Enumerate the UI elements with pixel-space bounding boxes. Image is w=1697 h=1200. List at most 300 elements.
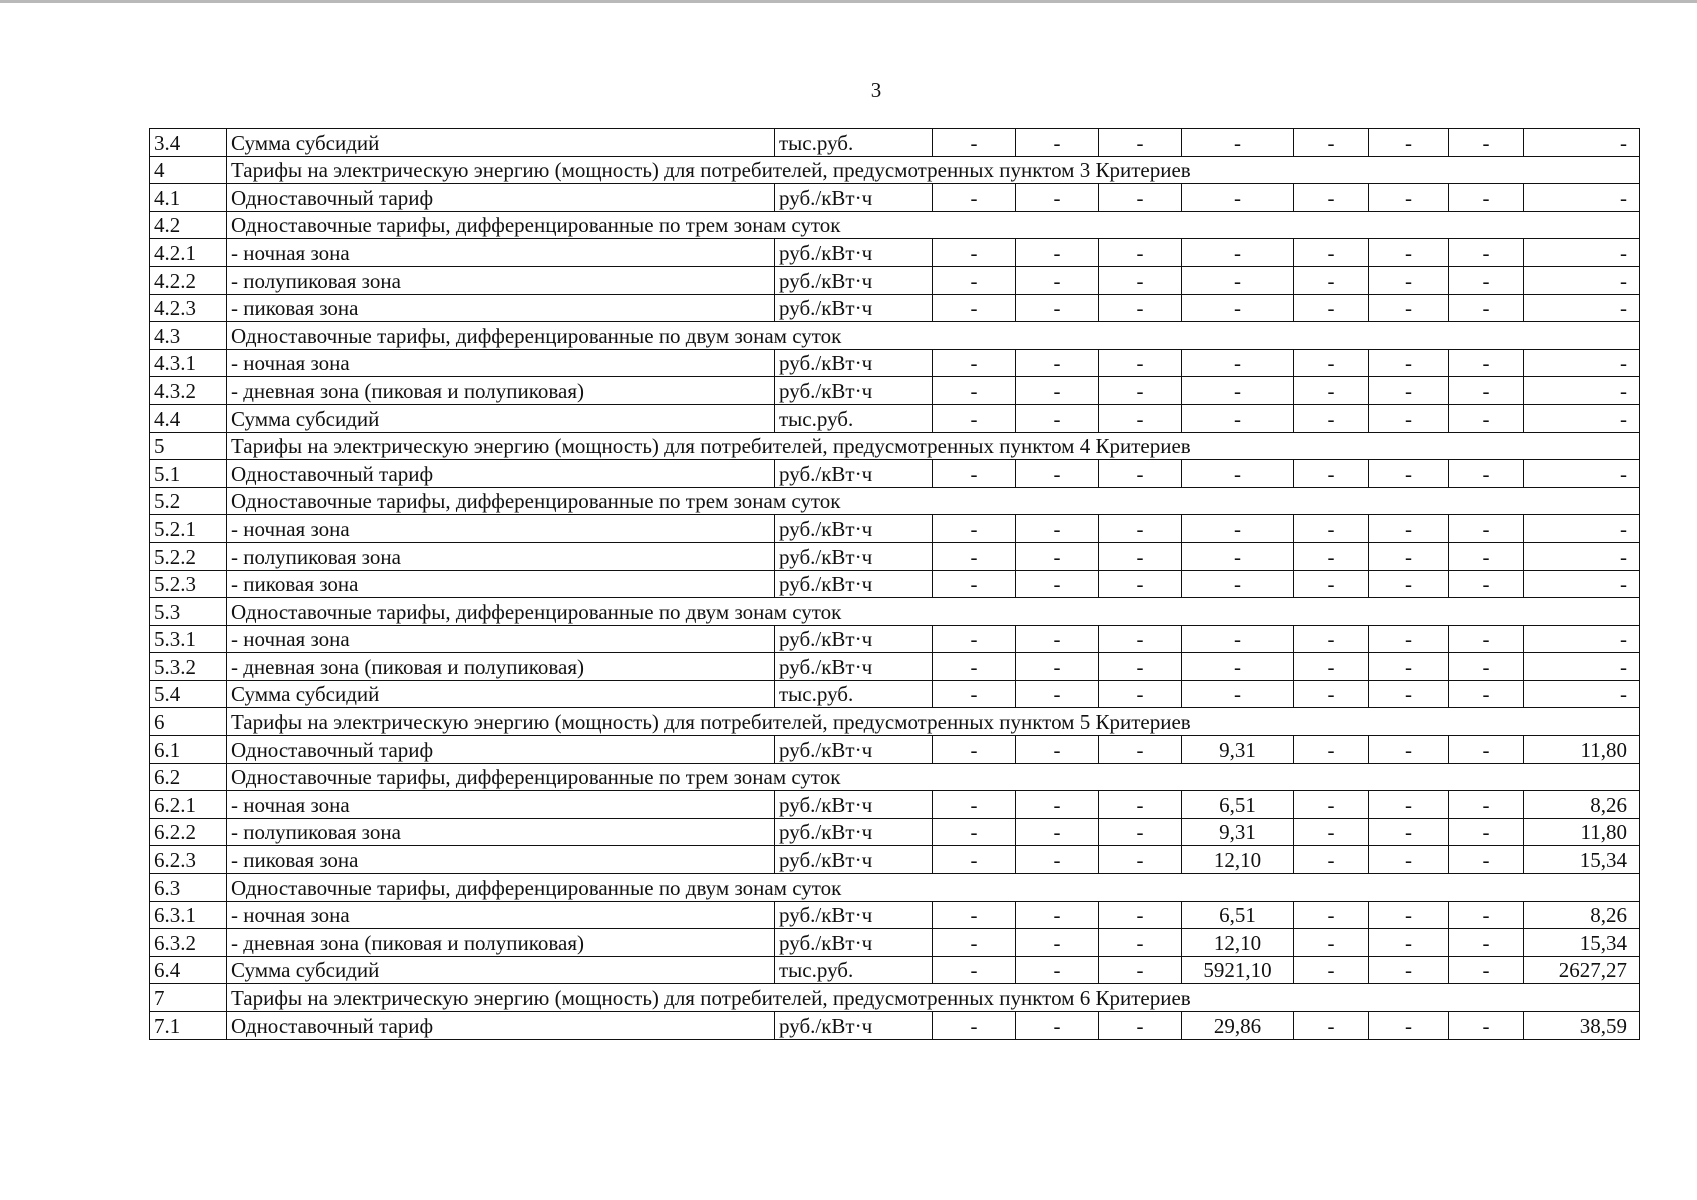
row-name: - ночная зона (227, 625, 775, 653)
row-code: 4.1 (150, 184, 227, 212)
table-row (150, 294, 1640, 322)
row-unit: руб./кВт·ч (775, 1012, 933, 1040)
row-code: 4.2 (150, 211, 227, 239)
value-cell: - (1449, 818, 1524, 846)
value-cell: - (1449, 625, 1524, 653)
value-cell: 8,26 (1524, 901, 1640, 929)
value-cell: - (933, 266, 1016, 294)
section-title: Одноставочные тарифы, дифференцированные по двум зонам суток (227, 598, 1640, 626)
table-row (150, 929, 1640, 957)
row-code: 5.2.3 (150, 570, 227, 598)
row-name: - дневная зона (пиковая и полупиковая) (227, 377, 775, 405)
value-cell: - (933, 818, 1016, 846)
value-cell: - (1182, 570, 1294, 598)
value-cell: 11,80 (1524, 736, 1640, 764)
value-cell: - (1449, 294, 1524, 322)
value-cell: - (1182, 377, 1294, 405)
section-title: Одноставочные тарифы, дифференцированные по двум зонам суток (227, 874, 1640, 902)
table-row (150, 266, 1640, 294)
value-cell: - (1016, 929, 1099, 957)
table-body (150, 129, 1640, 1040)
row-code: 5.2 (150, 487, 227, 515)
value-cell: - (1369, 791, 1449, 819)
row-unit: руб./кВт·ч (775, 266, 933, 294)
row-unit: руб./кВт·ч (775, 846, 933, 874)
row-code: 4.2.3 (150, 294, 227, 322)
value-cell: - (1016, 653, 1099, 681)
row-code: 4.2.2 (150, 266, 227, 294)
section-row (150, 211, 1640, 239)
value-cell: - (1524, 680, 1640, 708)
section-row (150, 432, 1640, 460)
table-row (150, 1012, 1640, 1040)
row-code: 6 (150, 708, 227, 736)
value-cell: - (1182, 625, 1294, 653)
row-code: 4.2.1 (150, 239, 227, 267)
value-cell: - (1294, 515, 1369, 543)
value-cell: - (1016, 184, 1099, 212)
section-title: Одноставочные тарифы, дифференцированные по трем зонам суток (227, 763, 1640, 791)
value-cell: - (1449, 570, 1524, 598)
value-cell: - (1524, 404, 1640, 432)
table-row (150, 818, 1640, 846)
table-row (150, 956, 1640, 984)
value-cell: - (1524, 349, 1640, 377)
value-cell: - (1099, 1012, 1182, 1040)
table-row (150, 349, 1640, 377)
row-name: - дневная зона (пиковая и полупиковая) (227, 929, 775, 957)
value-cell: - (1099, 404, 1182, 432)
value-cell: - (1099, 294, 1182, 322)
value-cell: - (1294, 680, 1369, 708)
row-code: 4.4 (150, 404, 227, 432)
section-row (150, 598, 1640, 626)
value-cell: 6,51 (1182, 791, 1294, 819)
value-cell: - (1369, 377, 1449, 405)
row-code: 6.1 (150, 736, 227, 764)
row-unit: руб./кВт·ч (775, 570, 933, 598)
value-cell: - (1294, 542, 1369, 570)
value-cell: - (933, 956, 1016, 984)
value-cell: - (1294, 570, 1369, 598)
value-cell: - (1449, 239, 1524, 267)
value-cell: - (1294, 956, 1369, 984)
value-cell: - (1294, 349, 1369, 377)
table-row (150, 901, 1640, 929)
row-code: 5 (150, 432, 227, 460)
value-cell: - (1449, 266, 1524, 294)
tariff-table (149, 128, 1640, 1040)
value-cell: - (1016, 266, 1099, 294)
value-cell: - (1369, 129, 1449, 157)
value-cell: - (1016, 404, 1099, 432)
value-cell: - (1449, 653, 1524, 681)
row-unit: руб./кВт·ч (775, 818, 933, 846)
value-cell: - (1449, 846, 1524, 874)
value-cell: - (1182, 404, 1294, 432)
row-name: - ночная зона (227, 239, 775, 267)
row-name: - полупиковая зона (227, 818, 775, 846)
value-cell: - (1369, 515, 1449, 543)
section-row (150, 763, 1640, 791)
row-name: - пиковая зона (227, 570, 775, 598)
value-cell: - (933, 1012, 1016, 1040)
value-cell: - (933, 129, 1016, 157)
row-code: 5.3 (150, 598, 227, 626)
value-cell: - (933, 625, 1016, 653)
value-cell: - (1294, 460, 1369, 488)
value-cell: - (933, 349, 1016, 377)
value-cell: - (933, 791, 1016, 819)
table-row (150, 653, 1640, 681)
value-cell: - (1099, 542, 1182, 570)
value-cell: - (1449, 349, 1524, 377)
table-row (150, 404, 1640, 432)
value-cell: - (1524, 266, 1640, 294)
row-unit: тыс.руб. (775, 129, 933, 157)
value-cell: - (1449, 460, 1524, 488)
value-cell: - (933, 184, 1016, 212)
value-cell: - (1449, 901, 1524, 929)
value-cell: 9,31 (1182, 818, 1294, 846)
value-cell: - (1182, 266, 1294, 294)
value-cell: - (1369, 736, 1449, 764)
value-cell: - (1369, 349, 1449, 377)
row-code: 4.3.1 (150, 349, 227, 377)
row-unit: руб./кВт·ч (775, 929, 933, 957)
row-unit: руб./кВт·ч (775, 653, 933, 681)
value-cell: - (1016, 377, 1099, 405)
value-cell: - (933, 460, 1016, 488)
value-cell: - (1369, 653, 1449, 681)
value-cell: - (1369, 404, 1449, 432)
value-cell: - (1294, 653, 1369, 681)
value-cell: - (1016, 542, 1099, 570)
row-code: 6.3.1 (150, 901, 227, 929)
value-cell: - (1016, 570, 1099, 598)
value-cell: - (1369, 294, 1449, 322)
section-row (150, 156, 1640, 184)
value-cell: - (1449, 1012, 1524, 1040)
table-row (150, 542, 1640, 570)
value-cell: - (1099, 266, 1182, 294)
row-name: - ночная зона (227, 901, 775, 929)
value-cell: - (1449, 377, 1524, 405)
value-cell: - (933, 901, 1016, 929)
row-unit: тыс.руб. (775, 680, 933, 708)
value-cell: 11,80 (1524, 818, 1640, 846)
row-name: Одноставочный тариф (227, 460, 775, 488)
section-row (150, 322, 1640, 350)
value-cell: - (1099, 680, 1182, 708)
table-row (150, 791, 1640, 819)
section-title: Одноставочные тарифы, дифференцированные по трем зонам суток (227, 211, 1640, 239)
section-row (150, 708, 1640, 736)
value-cell: - (1369, 680, 1449, 708)
value-cell: - (1369, 846, 1449, 874)
value-cell: - (1369, 818, 1449, 846)
value-cell: - (1524, 570, 1640, 598)
value-cell: - (1369, 460, 1449, 488)
row-name: Одноставочный тариф (227, 184, 775, 212)
value-cell: - (1016, 956, 1099, 984)
row-code: 6.3 (150, 874, 227, 902)
row-unit: руб./кВт·ч (775, 377, 933, 405)
value-cell: - (1369, 184, 1449, 212)
value-cell: - (1099, 791, 1182, 819)
row-unit: руб./кВт·ч (775, 460, 933, 488)
row-unit: руб./кВт·ч (775, 901, 933, 929)
value-cell: - (1294, 1012, 1369, 1040)
value-cell: 15,34 (1524, 846, 1640, 874)
row-name: Сумма субсидий (227, 956, 775, 984)
value-cell: - (1449, 542, 1524, 570)
row-unit: тыс.руб. (775, 956, 933, 984)
page-number: 3 (870, 78, 882, 102)
value-cell: - (1016, 460, 1099, 488)
value-cell: - (1099, 460, 1182, 488)
row-code: 4 (150, 156, 227, 184)
row-code: 5.1 (150, 460, 227, 488)
value-cell: - (1369, 929, 1449, 957)
value-cell: - (1016, 818, 1099, 846)
value-cell: - (933, 294, 1016, 322)
value-cell: - (1294, 625, 1369, 653)
value-cell: - (1182, 542, 1294, 570)
value-cell: - (1294, 129, 1369, 157)
value-cell: 29,86 (1182, 1012, 1294, 1040)
value-cell: - (1099, 129, 1182, 157)
row-unit: руб./кВт·ч (775, 791, 933, 819)
value-cell: - (1524, 129, 1640, 157)
value-cell: - (1099, 239, 1182, 267)
value-cell: - (1294, 929, 1369, 957)
row-unit: руб./кВт·ч (775, 184, 933, 212)
value-cell: - (1099, 653, 1182, 681)
section-title: Одноставочные тарифы, дифференцированные по трем зонам суток (227, 487, 1640, 515)
row-code: 3.4 (150, 129, 227, 157)
value-cell: - (1369, 542, 1449, 570)
value-cell: - (933, 846, 1016, 874)
value-cell: - (1016, 791, 1099, 819)
value-cell: - (1016, 846, 1099, 874)
row-code: 5.4 (150, 680, 227, 708)
value-cell: - (1182, 515, 1294, 543)
table-row (150, 377, 1640, 405)
value-cell: - (1524, 625, 1640, 653)
value-cell: - (1016, 349, 1099, 377)
row-unit: руб./кВт·ч (775, 349, 933, 377)
value-cell: 12,10 (1182, 929, 1294, 957)
row-name: Сумма субсидий (227, 129, 775, 157)
value-cell: - (1524, 294, 1640, 322)
row-code: 6.4 (150, 956, 227, 984)
value-cell: - (1449, 129, 1524, 157)
table-row (150, 129, 1640, 157)
value-cell: - (1099, 818, 1182, 846)
value-cell: 6,51 (1182, 901, 1294, 929)
value-cell: - (1016, 129, 1099, 157)
value-cell: - (1524, 653, 1640, 681)
value-cell: - (1449, 736, 1524, 764)
row-code: 4.3.2 (150, 377, 227, 405)
row-unit: руб./кВт·ч (775, 736, 933, 764)
value-cell: - (1016, 515, 1099, 543)
value-cell: - (1016, 901, 1099, 929)
row-code: 5.3.1 (150, 625, 227, 653)
row-code: 7 (150, 984, 227, 1012)
value-cell: - (1449, 680, 1524, 708)
value-cell: - (1099, 929, 1182, 957)
row-name: - полупиковая зона (227, 542, 775, 570)
value-cell: 8,26 (1524, 791, 1640, 819)
value-cell: - (1449, 791, 1524, 819)
value-cell: - (1182, 129, 1294, 157)
row-code: 6.2 (150, 763, 227, 791)
value-cell: - (933, 542, 1016, 570)
value-cell: - (1524, 184, 1640, 212)
table-row (150, 570, 1640, 598)
value-cell: - (1016, 1012, 1099, 1040)
value-cell: - (933, 929, 1016, 957)
section-row (150, 984, 1640, 1012)
value-cell: - (1099, 846, 1182, 874)
value-cell: - (1524, 515, 1640, 543)
value-cell: - (1099, 736, 1182, 764)
table-row (150, 515, 1640, 543)
value-cell: - (1369, 1012, 1449, 1040)
value-cell: - (933, 404, 1016, 432)
value-cell: - (1294, 818, 1369, 846)
value-cell: 12,10 (1182, 846, 1294, 874)
table-row (150, 736, 1640, 764)
value-cell: - (1099, 515, 1182, 543)
value-cell: - (1182, 294, 1294, 322)
value-cell: - (1182, 680, 1294, 708)
value-cell: - (1294, 294, 1369, 322)
value-cell: - (1182, 653, 1294, 681)
value-cell: 2627,27 (1524, 956, 1640, 984)
value-cell: - (933, 570, 1016, 598)
value-cell: - (1524, 460, 1640, 488)
value-cell: - (1524, 542, 1640, 570)
row-code: 4.3 (150, 322, 227, 350)
row-unit: руб./кВт·ч (775, 625, 933, 653)
value-cell: 15,34 (1524, 929, 1640, 957)
row-name: Одноставочный тариф (227, 1012, 775, 1040)
value-cell: - (1294, 901, 1369, 929)
row-unit: руб./кВт·ч (775, 239, 933, 267)
section-row (150, 487, 1640, 515)
section-title: Тарифы на электрическую энергию (мощность) для потребителей, предусмотренных пунктом 6 Критериев (227, 984, 1640, 1012)
value-cell: - (1369, 956, 1449, 984)
value-cell: - (1099, 377, 1182, 405)
value-cell: - (1449, 929, 1524, 957)
value-cell: - (1099, 184, 1182, 212)
row-code: 5.2.2 (150, 542, 227, 570)
table-row (150, 460, 1640, 488)
value-cell: - (933, 653, 1016, 681)
value-cell: - (933, 377, 1016, 405)
section-title: Одноставочные тарифы, дифференцированные по двум зонам суток (227, 322, 1640, 350)
value-cell: - (1099, 625, 1182, 653)
value-cell: - (1294, 184, 1369, 212)
value-cell: - (1016, 239, 1099, 267)
value-cell: - (1369, 625, 1449, 653)
value-cell: - (1099, 901, 1182, 929)
row-code: 6.3.2 (150, 929, 227, 957)
section-title: Тарифы на электрическую энергию (мощность) для потребителей, предусмотренных пунктом 4 Критериев (227, 432, 1640, 460)
row-name: - полупиковая зона (227, 266, 775, 294)
value-cell: 9,31 (1182, 736, 1294, 764)
value-cell: - (1016, 680, 1099, 708)
row-name: Сумма субсидий (227, 404, 775, 432)
value-cell: - (1294, 404, 1369, 432)
value-cell: - (1182, 239, 1294, 267)
value-cell: - (1294, 846, 1369, 874)
value-cell: - (1369, 901, 1449, 929)
section-title: Тарифы на электрическую энергию (мощность) для потребителей, предусмотренных пунктом 3 Критериев (227, 156, 1640, 184)
table-row (150, 239, 1640, 267)
value-cell: - (1294, 377, 1369, 405)
row-name: Сумма субсидий (227, 680, 775, 708)
value-cell: - (933, 736, 1016, 764)
table-row (150, 625, 1640, 653)
value-cell: 5921,10 (1182, 956, 1294, 984)
row-unit: руб./кВт·ч (775, 515, 933, 543)
row-code: 5.2.1 (150, 515, 227, 543)
value-cell: - (933, 239, 1016, 267)
row-unit: руб./кВт·ч (775, 542, 933, 570)
value-cell: - (1182, 184, 1294, 212)
value-cell: - (1449, 956, 1524, 984)
value-cell: - (1369, 266, 1449, 294)
row-name: Одноставочный тариф (227, 736, 775, 764)
value-cell: - (1016, 625, 1099, 653)
value-cell: - (1182, 349, 1294, 377)
row-code: 6.2.1 (150, 791, 227, 819)
row-unit: тыс.руб. (775, 404, 933, 432)
row-name: - пиковая зона (227, 846, 775, 874)
value-cell: - (1294, 239, 1369, 267)
row-name: - пиковая зона (227, 294, 775, 322)
row-name: - ночная зона (227, 791, 775, 819)
section-row (150, 874, 1640, 902)
value-cell: - (1099, 570, 1182, 598)
table-row (150, 680, 1640, 708)
row-code: 5.3.2 (150, 653, 227, 681)
value-cell: - (1182, 460, 1294, 488)
value-cell: - (1294, 266, 1369, 294)
value-cell: - (1016, 294, 1099, 322)
row-code: 6.2.2 (150, 818, 227, 846)
value-cell: - (1294, 791, 1369, 819)
table-row (150, 846, 1640, 874)
value-cell: - (1369, 570, 1449, 598)
section-title: Тарифы на электрическую энергию (мощность) для потребителей, предусмотренных пунктом 5 Критериев (227, 708, 1640, 736)
value-cell: - (1524, 239, 1640, 267)
table-row (150, 184, 1640, 212)
row-code: 6.2.3 (150, 846, 227, 874)
value-cell: - (1369, 239, 1449, 267)
scan-top-edge (0, 0, 1697, 3)
row-name: - ночная зона (227, 515, 775, 543)
value-cell: - (1099, 956, 1182, 984)
value-cell: 38,59 (1524, 1012, 1640, 1040)
row-code: 7.1 (150, 1012, 227, 1040)
value-cell: - (933, 680, 1016, 708)
value-cell: - (1294, 736, 1369, 764)
